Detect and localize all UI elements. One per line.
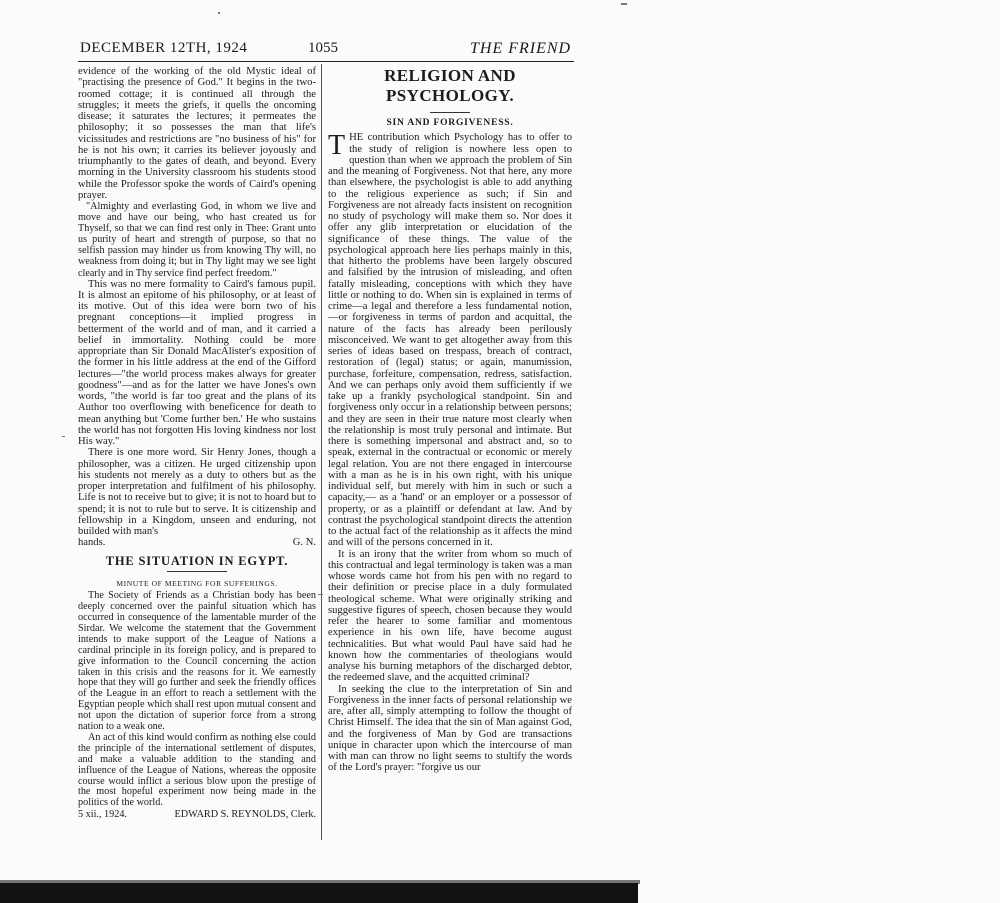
signature-line: [78, 537, 316, 548]
header-rule: [78, 61, 574, 62]
issue-date: DECEMBER 12TH, 1924: [80, 40, 248, 56]
article-subtitle: SIN AND FORGIVENESS.: [386, 118, 514, 128]
page-number: 1055: [308, 40, 338, 56]
drop-cap: T: [328, 130, 346, 162]
scan-speck: [318, 594, 323, 595]
right-column: [328, 66, 572, 774]
author-initials: G. N.: [292, 537, 316, 549]
minute-footer: [78, 809, 316, 820]
minute-date: 5 xii., 1924.: [78, 809, 127, 821]
article-paragraph: An act of this kind would confirm as nothing else could the principle of the international settlement of disputes, and make a valuable addition to the standing and influence of the League of Nations, whereas the opposite course would inflict a serious blow upon the prestige of the most hopeful experiment now being made in the politics of the world.: [78, 731, 316, 809]
article-paragraph: evidence of the working of the old Mystic ideal of "practising the presence of God." It begins in the two-roomed cottage; it is continued all through the struggles; it meets the griefs, it quells the oncoming disease; it saturates the lectures; it permeates the philosophy; it so possesses the man that life's vicissitudes and restrictions are "no business of his" for he is not his own; it carries its believer joyously and triumphantly to the gates of death, and beyond. Every morning in the University classroom his students stood while the Professor spoke the words of Caird's opening prayer.: [78, 66, 316, 201]
scan-speck: [621, 3, 627, 5]
title-rule: [430, 112, 470, 113]
article-paragraph: There is one more word. Sir Henry Jones, though a philosopher, was a citizen. He urged citizenship upon his students not merely as a duty to others but as the proper interpretation and fulfilment of his philosophy. Life is not to receive but to give; it is not to hoard but to spend; it is not to rule but to serve. It is citizenship and fellowship in a Kingdom, unseen and enduring, not builded with man's: [78, 447, 316, 538]
minute-heading: MINUTE OF MEETING FOR SUFFERINGS.: [116, 578, 278, 588]
article-paragraph: This was no mere formality to Caird's famous pupil. It is almost an epitome of his philosophy, or at least of its motive. Out of this idea were born two of his pregnant conceptions—it implied progress in betterment of the world and of man, and it carried a belief in immortality. Nothing could be more appropriate than Sir Donald MacAlister's exposition of the former in his little address at the end of the Gifford lectures—"the world process makes always for greater goodness"—and as for the latter we have Jones's own words, "the world is far too great and the plans of its Author too overflowing with beneficence for death to mean anything but 'Come further ben.' He who sustains the world has not forgotten His loving kindness nor lost His way.": [78, 278, 316, 448]
column-divider: [321, 64, 322, 840]
section-title-egypt: THE SITUATION IN EGYPT.: [105, 553, 289, 568]
article-paragraph: The Society of Friends as a Christian body has been deeply concerned over the painful situation which has occurred in consequence of the lamentable murder of the Sirdar. We welcome the statement that the Government intends to make support of the League of Nations a cardinal principle in its foreign policy, and is prepared to give information to the Council concerning the action taken in this crisis and the reasons for it. We earnestly hope that they will go further and seek the friendly offices of the League in an effort to reach a settlement with the Egyptian people which shall rest upon mutual consent and not upon the dictation of superior force from a strong nation to a weak one.: [78, 590, 316, 733]
left-column: [78, 66, 316, 821]
clerk-signature: EDWARD S. REYNOLDS, Clerk.: [174, 809, 316, 821]
scan-speck: [62, 436, 65, 437]
scan-edge-bar: [0, 883, 638, 903]
article-title: RELIGION AND PSYCHOLOGY.: [384, 66, 516, 105]
article-paragraph: In seeking the clue to the interpretation of Sin and Forgiveness in the inner facts of personal relationship we are, after all, simply attempting to follow the thought of Christ Himself. The idea that the sin of Man against God, and the forgiveness of Man by God are transactions unique in character upon which the intercourse of man with man can throw no light seems to stultify the words of the Lord's prayer: "forgive us our: [328, 683, 572, 774]
publication-title: THE FRIEND: [470, 40, 572, 57]
first-paragraph-text: HE contribution which Psychology has to offer to the study of religion is nowhere less open to question than when we approach the problem of Sin and the meaning of Forgiveness. Not that here, any more than elsewhere, the psychologist is able to add anything to the religious experience as such; if Sin and Forgiveness are not already facts insistent on recognition no study of psychology will make them so. Nor does it offer any glib interpretation or elucidation of the significance of these things. The value of the psychological approach here lies perhaps mainly in this, that hitherto the problems have been largely obscured and falsified by the intrusion of misleading, and often fatally misleading, conceptions with which they have little or nothing to do. When sin is explained in terms of crime—a legal and therefore a less fundamental notion,—or forgiveness in terms of pardon and acquittal, the nature of the facts has already been perilously misconceived. We want to get altogether away from this series of ideas based on trespass, breach of contract, restoration of (legal) status; or again, manumission, purchase, forfeiture, compensation, redress, satisfaction. And we can perhaps only avoid them sufficiently if we take up a frankly psychological standpoint. Sin and forgiveness only occur in a relationship between persons; and they are seen in their true nature most clearly when the relationship is most truly personal and intimate. But there is something impersonal and abstract and, so to speak, external in the contractual or economic or merely legal relation. You are not there engaged in intercourse with a man as he is in his own right, with his unique individual self, but merely with him in such or such a capacity,— as a 'hand' or an employer or a possessor of property, or as a plaintiff or defendant at law. And by contrast the psychological standpoint directs the attention to the actual fact of the relationship as it affects the mind and will of the persons concerned in it.: [328, 132, 572, 549]
closing-word: hands.: [78, 537, 106, 549]
article-paragraph: [328, 132, 572, 548]
prayer-quote: "Almighty and everlasting God, in whom we live and move and have our being, who hast created us for Thyself, so that we can find rest only in Thee: Grant unto us purity of heart and strength of purpose, so that no selfish passion may hinder us from knowing Thy will, no weakness from doing it; but in Thy light may we see light clearly and in Thy service find perfect freedom.": [78, 201, 316, 279]
section-rule: [167, 571, 227, 572]
scan-speck: [218, 12, 220, 14]
article-paragraph: It is an irony that the writer from whom so much of this contractual and legal terminology is taken was a man whose words came hot from his pen with no regard to their definition or precise place in a duly formulated theological scheme. What were originally striking and suggestive figures of speech, chosen because they would refer the hearer to some familiar and momentous experience in his own life, have become august technicalities. But what would Paul have said had he known how the commentaries of theologians would analyse his burning metaphors of the discharged debtor, the redeemed slave, and the acquitted criminal?: [328, 548, 572, 684]
